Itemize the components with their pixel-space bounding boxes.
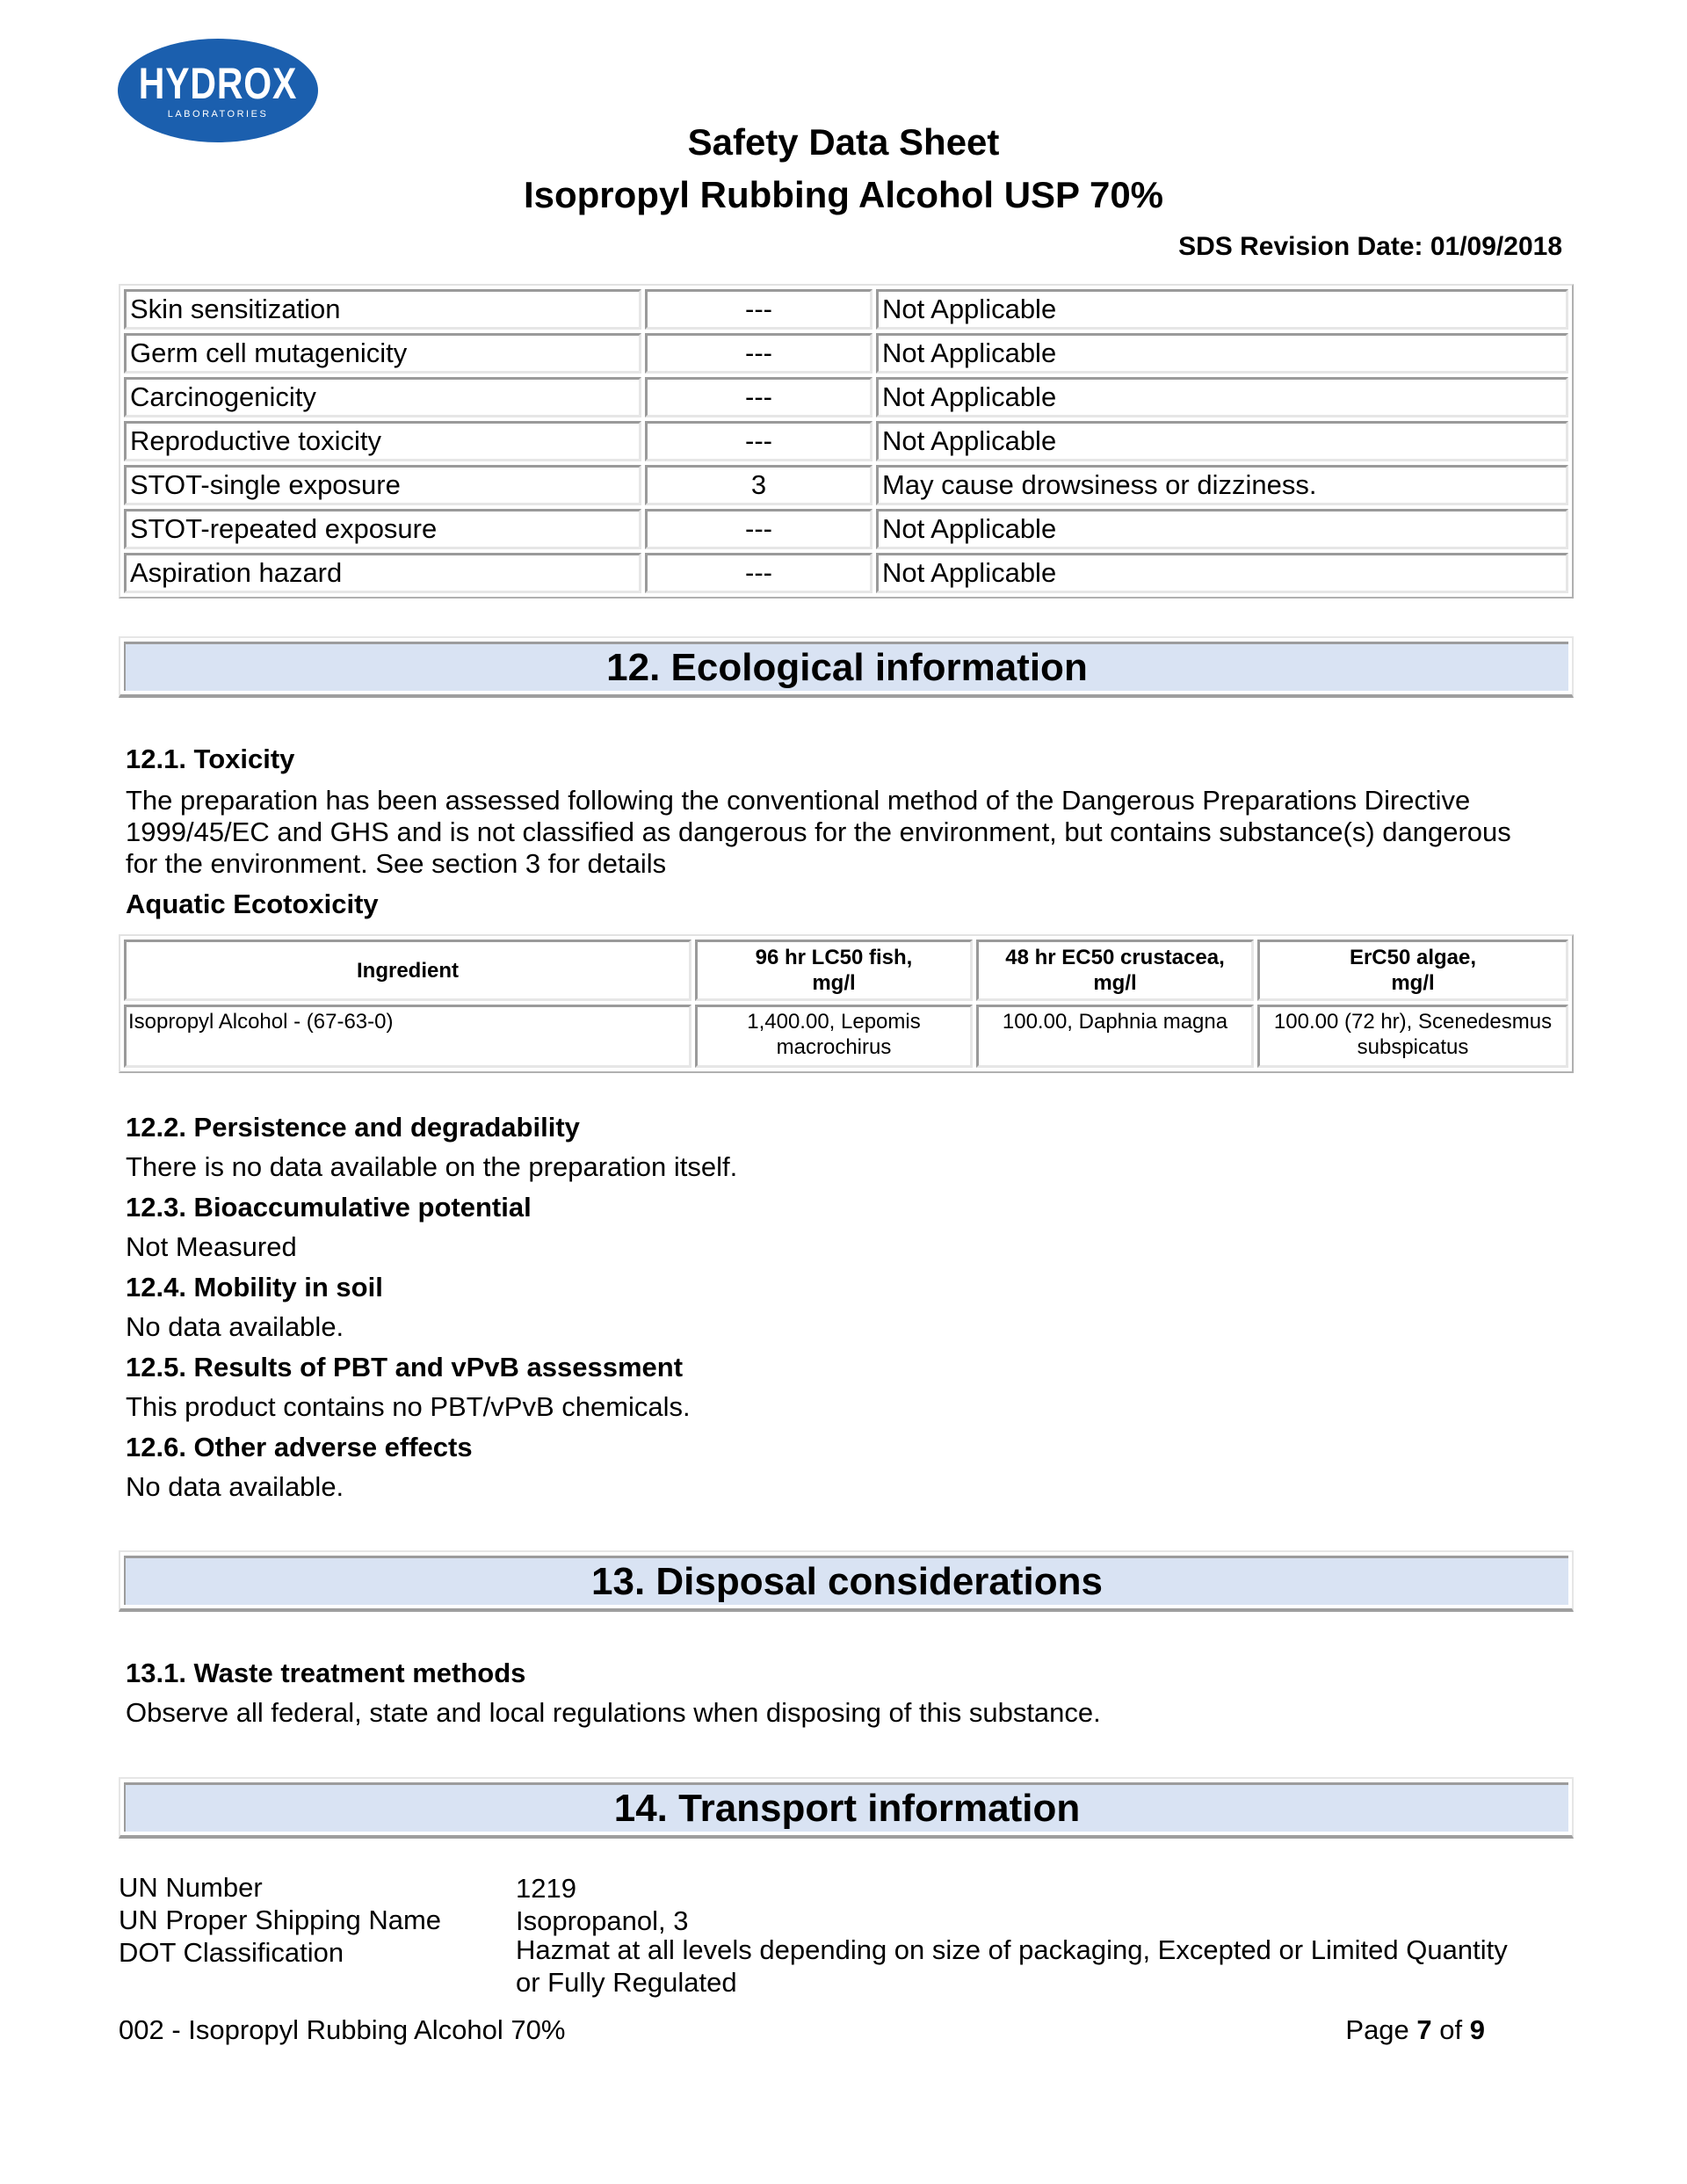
hazard-cell: Skin sensitization <box>124 289 641 330</box>
statement-cell: Not Applicable <box>876 289 1568 330</box>
shipping-name-value: Isopropanol, 3 <box>516 1905 689 1936</box>
header-text: mg/l <box>1093 971 1137 995</box>
cell-text: 100.00, Daphnia magna <box>1002 1010 1228 1034</box>
table-row <box>124 421 1568 461</box>
other-effects-heading: 12.6. Other adverse effects <box>126 1432 473 1462</box>
table-header-row <box>124 940 1568 1001</box>
hazard-classification-table <box>119 284 1574 599</box>
toxicity-heading: 12.1. Toxicity <box>126 744 295 774</box>
header-text: mg/l <box>1391 971 1435 995</box>
section-14-header <box>119 1777 1574 1839</box>
aquatic-ecotoxicity-table <box>119 934 1574 1073</box>
waste-treatment-heading: 13.1. Waste treatment methods <box>126 1658 526 1688</box>
revision-date: SDS Revision Date: 01/09/2018 <box>1178 232 1562 261</box>
other-effects-text: No data available. <box>126 1471 344 1502</box>
table-row <box>124 1005 1568 1068</box>
bioaccumulative-heading: 12.3. Bioaccumulative potential <box>126 1192 532 1223</box>
toxicity-text-line-2: 1999/45/EC and GHS and is not classified as dangerous for the environment, but contains substance(s) dangerous <box>126 816 1511 847</box>
mobility-heading: 12.4. Mobility in soil <box>126 1272 383 1302</box>
section-14-title: 14. Transport information <box>124 1782 1568 1832</box>
category-cell: 3 <box>645 465 872 505</box>
toxicity-text-line-3: for the environment. See section 3 for details <box>126 848 667 879</box>
table-row <box>124 333 1568 374</box>
section-12-header <box>119 636 1574 698</box>
shipping-name-label: UN Proper Shipping Name <box>119 1905 442 1935</box>
table-row <box>124 509 1568 549</box>
logo-brand: HYDROX <box>138 59 298 108</box>
statement-cell: Not Applicable <box>876 509 1568 549</box>
header-text: 96 hr LC50 fish, <box>755 946 913 969</box>
section-12-title: 12. Ecological information <box>124 642 1568 691</box>
fish-cell <box>695 1005 973 1068</box>
header-text: mg/l <box>812 971 856 995</box>
page-current: 7 <box>1416 2014 1432 2045</box>
hazard-cell: Germ cell mutagenicity <box>124 333 641 374</box>
mobility-text: No data available. <box>126 1311 344 1342</box>
category-cell: --- <box>645 553 872 593</box>
statement-cell: Not Applicable <box>876 377 1568 417</box>
column-header-algae <box>1257 940 1568 1001</box>
pbt-heading: 12.5. Results of PBT and vPvB assessment <box>126 1352 684 1382</box>
table-row <box>124 289 1568 330</box>
ingredient-cell: Isopropyl Alcohol - (67-63-0) <box>124 1005 691 1068</box>
category-cell: --- <box>645 289 872 330</box>
hazard-cell: Carcinogenicity <box>124 377 641 417</box>
un-number-label: UN Number <box>119 1872 263 1903</box>
page-indicator <box>1345 2014 1485 2046</box>
category-cell: --- <box>645 377 872 417</box>
algae-cell <box>1257 1005 1568 1068</box>
header-text: Ingredient <box>356 958 459 983</box>
category-cell: --- <box>645 421 872 461</box>
pbt-text: This product contains no PBT/vPvB chemicals. <box>126 1391 691 1422</box>
column-header-crustacea <box>976 940 1254 1001</box>
page-total: 9 <box>1469 2014 1485 2045</box>
dot-classification-value: Hazmat at all levels depending on size of packaging, Excepted or Limited Quantity or Fully Regulated <box>516 1934 1508 1998</box>
logo-subtitle: LABORATORIES <box>167 109 269 120</box>
hazard-cell: Aspiration hazard <box>124 553 641 593</box>
product-name: Isopropyl Rubbing Alcohol USP 70% <box>523 174 1164 215</box>
toxicity-text-line-1: The preparation has been assessed following the conventional method of the Dangerous Preparations Directive <box>126 785 1471 816</box>
aquatic-ecotoxicity-heading: Aquatic Ecotoxicity <box>126 889 379 919</box>
cell-text: macrochirus <box>776 1035 892 1059</box>
table-row <box>124 465 1568 505</box>
page-of: of <box>1431 2014 1470 2045</box>
hazard-cell: STOT-single exposure <box>124 465 641 505</box>
column-header-fish <box>695 940 973 1001</box>
header-text: ErC50 algae, <box>1349 946 1477 969</box>
crustacea-cell <box>976 1005 1254 1068</box>
category-cell: --- <box>645 509 872 549</box>
cell-text: 100.00 (72 hr), Scenedesmus <box>1273 1010 1553 1034</box>
waste-treatment-text: Observe all federal, state and local regulations when disposing of this substance. <box>126 1697 1101 1728</box>
section-13-header <box>119 1550 1574 1612</box>
table-row <box>124 377 1568 417</box>
header-text: 48 hr EC50 crustacea, <box>1005 946 1225 969</box>
cell-text: subspicatus <box>1357 1035 1469 1059</box>
statement-cell: May cause drowsiness or dizziness. <box>876 465 1568 505</box>
cell-text: 1,400.00, Lepomis <box>747 1010 921 1034</box>
document-title: Safety Data Sheet <box>687 121 1000 163</box>
persistence-heading: 12.2. Persistence and degradability <box>126 1112 580 1143</box>
statement-cell: Not Applicable <box>876 421 1568 461</box>
statement-cell: Not Applicable <box>876 553 1568 593</box>
bioaccumulative-text: Not Measured <box>126 1231 297 1262</box>
hazard-cell: Reproductive toxicity <box>124 421 641 461</box>
persistence-text: There is no data available on the preparation itself. <box>126 1151 738 1182</box>
statement-cell: Not Applicable <box>876 333 1568 374</box>
column-header-ingredient <box>124 940 691 1001</box>
un-number-value: 1219 <box>516 1873 576 1904</box>
hazard-cell: STOT-repeated exposure <box>124 509 641 549</box>
footer-document-name: 002 - Isopropyl Rubbing Alcohol 70% <box>119 2014 566 2045</box>
table-row <box>124 553 1568 593</box>
category-cell: --- <box>645 333 872 374</box>
dot-classification-label: DOT Classification <box>119 1937 344 1968</box>
page-prefix: Page <box>1345 2014 1417 2045</box>
section-13-title: 13. Disposal considerations <box>124 1556 1568 1605</box>
